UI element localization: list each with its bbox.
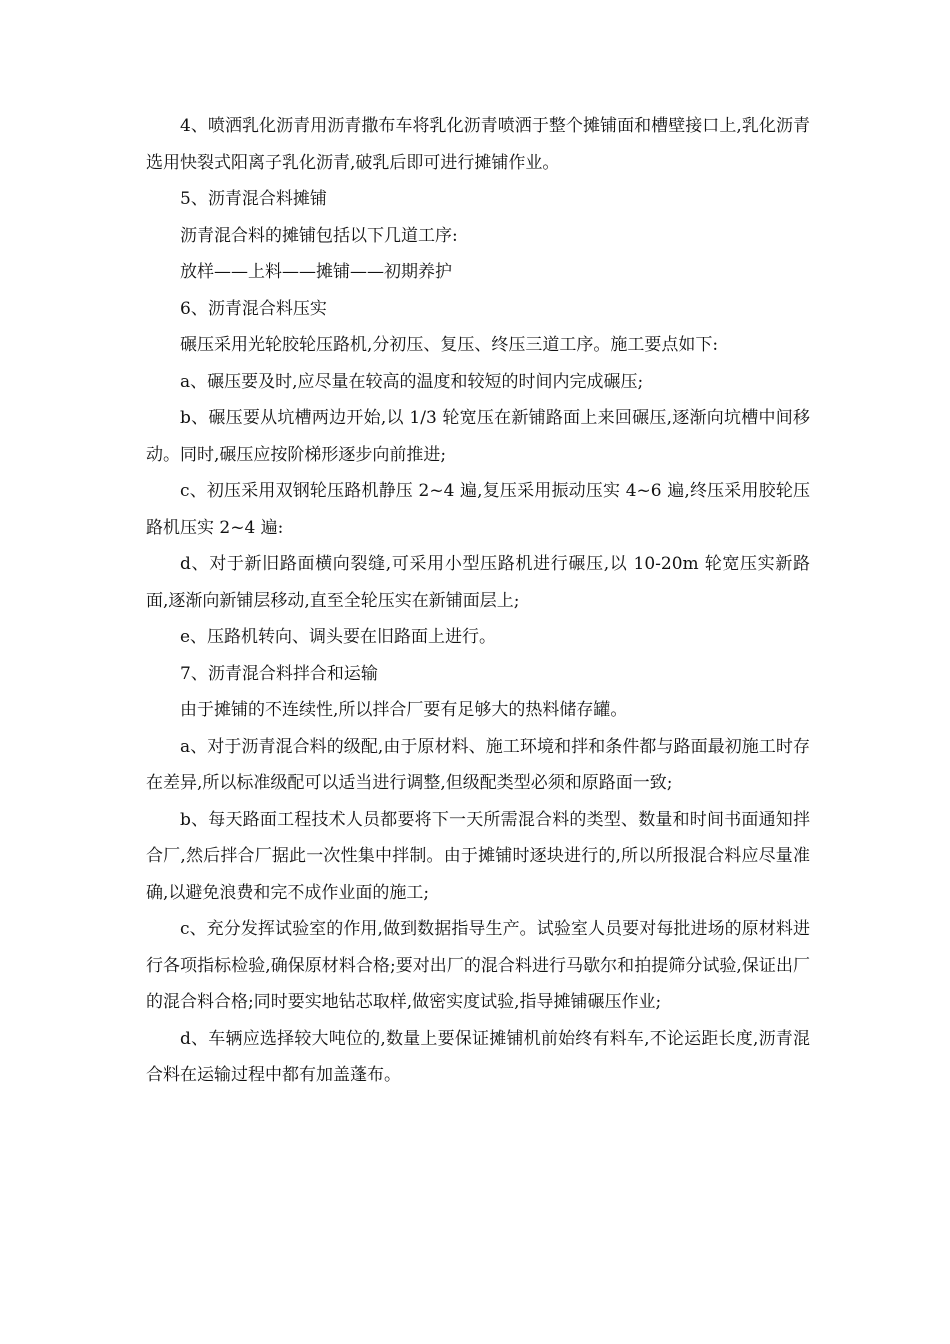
heading-asphalt-paving: 5、沥青混合料摊铺: [180, 189, 327, 209]
paragraph-mixing-d: d、车辆应选择较大吨位的,数量上要保证摊铺机前始终有料车,不论运距长度,沥青混合料在运输过程中都有加盖蓬布。: [146, 1028, 810, 1085]
paragraph-compaction-e: e、压路机转向、调头要在旧路面上进行。: [180, 627, 497, 647]
paragraph-compaction-b: b、碾压要从坑槽两边开始,以 1/3 轮宽压在新铺路面上来回碾压,逐渐向坑槽中间移动。同时,碾压应按阶梯形逐步向前推进;: [146, 408, 810, 465]
heading-mixing-transport: 7、沥青混合料拌合和运输: [180, 663, 378, 684]
paragraph-mixing-a: a、对于沥青混合料的级配,由于原材料、施工环境和拌和条件都与路面最初施工时存在差异,所以标准级配可以适当进行调整,但级配类型必须和原路面一致;: [146, 736, 810, 793]
document-page: [146, 108, 810, 1094]
paragraph-spray-emulsified-asphalt: 4、喷洒乳化沥青用沥青撒布车将乳化沥青喷洒于整个摊铺面和槽壁接口上,乳化沥青选用快裂式阳离子乳化沥青,破乳后即可进行摊铺作业。: [146, 116, 810, 173]
paragraph-paving-sequence: 放样——上料——摊铺——初期养护: [180, 262, 452, 282]
paragraph-compaction-d: d、对于新旧路面横向裂缝,可采用小型压路机进行碾压,以 10-20m 轮宽压实新路面,逐渐向新铺层移动,直至全轮压实在新铺面层上;: [146, 554, 810, 611]
paragraph-mixing-intro: 由于摊铺的不连续性,所以拌合厂要有足够大的热料储存罐。: [180, 700, 628, 720]
paragraph-compaction-c: c、初压采用双钢轮压路机静压 2~4 遍,复压采用振动压实 4~6 遍,终压采用胶轮压路机压实 2~4 遍:: [146, 481, 810, 538]
paragraph-compaction-a: a、碾压要及时,应尽量在较高的温度和较短的时间内完成碾压;: [180, 371, 644, 392]
paragraph-mixing-b: b、每天路面工程技术人员都要将下一天所需混合料的类型、数量和时间书面通知拌合厂,然后拌合厂据此一次性集中拌制。由于摊铺时逐块进行的,所以所报混合料应尽量准确,以避免浪费和完不成作业面的施工;: [146, 809, 810, 903]
paragraph-paving-procedures: 沥青混合料的摊铺包括以下几道工序:: [180, 225, 458, 246]
heading-asphalt-compaction: 6、沥青混合料压实: [180, 298, 327, 319]
paragraph-mixing-c: c、充分发挥试验室的作用,做到数据指导生产。试验室人员要对每批进场的原材料进行各项指标检验,确保原材料合格;要对出厂的混合料进行马歇尔和拍提筛分试验,保证出厂的混合料合格;同时要实地钻芯取样,做密实度试验,指导摊铺碾压作业;: [146, 919, 810, 1012]
paragraph-compaction-intro: 碾压采用光轮胶轮压路机,分初压、复压、终压三道工序。施工要点如下:: [180, 335, 719, 355]
